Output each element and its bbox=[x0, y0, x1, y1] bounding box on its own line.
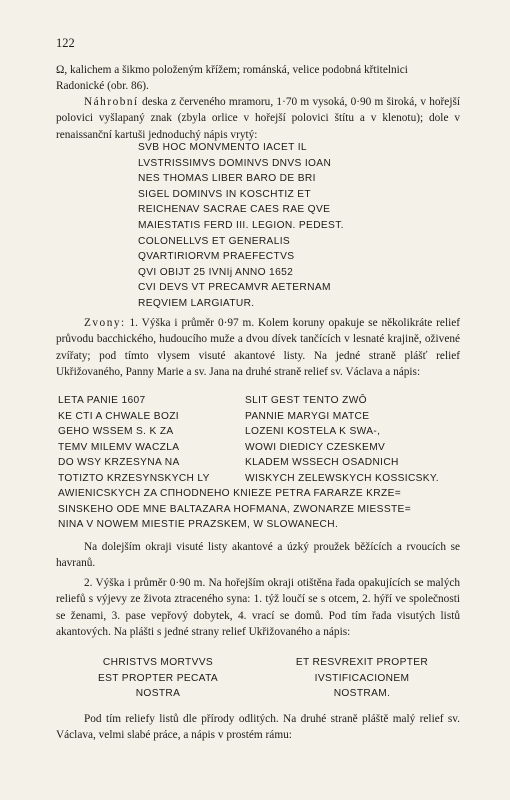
inscription-line: NES THOMAS LIBER BARO DE BRI bbox=[138, 173, 316, 185]
inscription-line: KLADEM WSSECH OSADNICH bbox=[245, 457, 399, 469]
inscription-line: QVARTIRIORVM PRAEFECTVS bbox=[138, 251, 295, 263]
bell-inscription-left bbox=[58, 393, 210, 487]
inscription-line: LVSTRISSIMVS DOMINVS DNVS IOAN bbox=[138, 157, 332, 169]
inscription-line: MAIESTATIS FERD III. LEGION. PEDEST. bbox=[138, 219, 344, 231]
inscription-line: EST PROPTER PECATA bbox=[97, 672, 219, 684]
inscription-line: NOSTRAM. bbox=[333, 688, 391, 700]
tomb-text: deska z červeného mramoru, 1·70 m vysoká, 0·90 m široká, v hořejší polovici vyšlapaný znak (zbyla orlice v hořejší polovici štítu a v klenotu); dole v renaissanční kartuši jednoduchý nápis vrytý: bbox=[56, 96, 460, 141]
inscription-line: COLONELLVS ET GENERALIS bbox=[138, 235, 291, 247]
inscription-line: TEMV MILEMV WACZLA bbox=[58, 441, 180, 453]
tomb-lead: Náhrobní bbox=[84, 96, 139, 108]
intro-paragraph bbox=[56, 62, 460, 95]
inscription-line: REICHENAV SACRAE CAES RAE QVE bbox=[138, 204, 331, 216]
bells-paragraph bbox=[56, 315, 460, 381]
tomb-paragraph bbox=[56, 94, 460, 143]
tomb-inscription bbox=[138, 140, 344, 312]
bells-text: 1. Výška i průměr 0·97 m. Kolem koruny opakuje se několikráte relief průvodu bacchického, hudoucího muže a dvou dívek tančících v lesnaté krajině, oživené zvířaty; pod tímto vlysem visuté akantové listy. Na jedné straně plášť relief Ukřižovaného, Panny Marie a sv. Jana na druhé straně relief sv. Václava a nápis: bbox=[56, 317, 460, 379]
inscription-line: IVSTIFICACIONEM bbox=[314, 672, 410, 684]
inscription-line: ET RESVREXIT PROPTER bbox=[295, 657, 429, 668]
inscription-line: LETA PANIE 1607 bbox=[58, 395, 146, 406]
inscription-line: NINA V NOWEM MIESTIE PRAZSKEM, W SLOWANECH. bbox=[58, 519, 339, 531]
inscription-line: CVI DEVS VT PRECAMVR AETERNAM bbox=[138, 282, 331, 294]
inscription-line: QVI OBIJT 25 IVNIj ANNO 1652 bbox=[138, 266, 294, 278]
inscription-line: CHRISTVS MORTVVS bbox=[102, 657, 214, 668]
inscription-line: DO WSY KRZESYNA NA bbox=[58, 457, 180, 469]
inscription-line: REQVIEM LARGIATUR. bbox=[138, 297, 255, 309]
bells-lead: Zvony: bbox=[84, 317, 126, 329]
inscription-line: NOSTRA bbox=[135, 688, 181, 700]
latin-inscription-right bbox=[262, 655, 462, 702]
inscription-line: WOWI DIEDICY CZESKEMV bbox=[245, 441, 386, 453]
second-bell-text: 2. Výška i průměr 0·90 m. Na hořejším okraji otištěna řada opakujících se malých reliefů s výjevy ze života ztraceného syna: 1. týž loučí se s otcem, 2. hýří ve společnosti se ženami, 3. pase vepřový dobytek, 4. vrací se domů. Pod tím řada visutých listů akantových. Na plášti s jedné strany relief Ukřižovaného a nápis: bbox=[56, 577, 460, 639]
inscription-line: SLIT GEST TENTO ZWÔ bbox=[245, 395, 367, 406]
inscription-line: SIGEL DOMINVS IN KOSCHTIZ ET bbox=[138, 188, 312, 200]
inscription-line: SINSKEHO ODE MNE BALTAZARA HOFMANA, ZWONARZE MIESSTE= bbox=[58, 503, 411, 515]
inscription-line: LOZENI KOSTELA K SWA-, bbox=[245, 426, 381, 438]
inscription-line: KE CTI A CHWALE BOZI bbox=[58, 410, 179, 422]
last-paragraph bbox=[56, 711, 460, 744]
inscription-line: PANNIE MARYGI MATCE bbox=[245, 410, 370, 422]
last-text: Pod tím reliefy listů dle přírody odlitých. Na druhé straně pláště malý relief sv. Václava, velmi slabé práce, a nápis v prostém rámu: bbox=[56, 713, 460, 742]
intro-line-2: Radonické (obr. 86). bbox=[56, 80, 149, 93]
inscription-line: TOTIZTO KRZESYNSKYCH LY bbox=[58, 472, 210, 484]
bell-inscription-right bbox=[245, 393, 439, 487]
page-number: 122 bbox=[56, 36, 75, 50]
second-bell-paragraph bbox=[56, 575, 460, 641]
lower-rim-paragraph bbox=[56, 539, 460, 572]
inscription-line: AWIENICSKYCH ZA CΠHODNEHO KNIEZE PETRA FARARZE KRZE= bbox=[58, 488, 402, 499]
bell-inscription-full bbox=[58, 486, 411, 533]
intro-line-1: Ω, kalichem a šikmo položeným křížem; románská, velice podobná křtitelnici bbox=[56, 64, 408, 76]
latin-inscription-left bbox=[58, 655, 258, 702]
lower-rim-text: Na dolejším okraji visuté listy akantové a úzký proužek běžících a rvoucích se havranů. bbox=[56, 541, 460, 570]
inscription-line: SVB HOC MONVMENTO IACET IL bbox=[138, 142, 307, 153]
inscription-line: GEHO WSSEM S. K ZA bbox=[58, 426, 174, 438]
inscription-line: WISKYCH ZELEWSKYCH KOSSICSKY. bbox=[245, 472, 439, 484]
